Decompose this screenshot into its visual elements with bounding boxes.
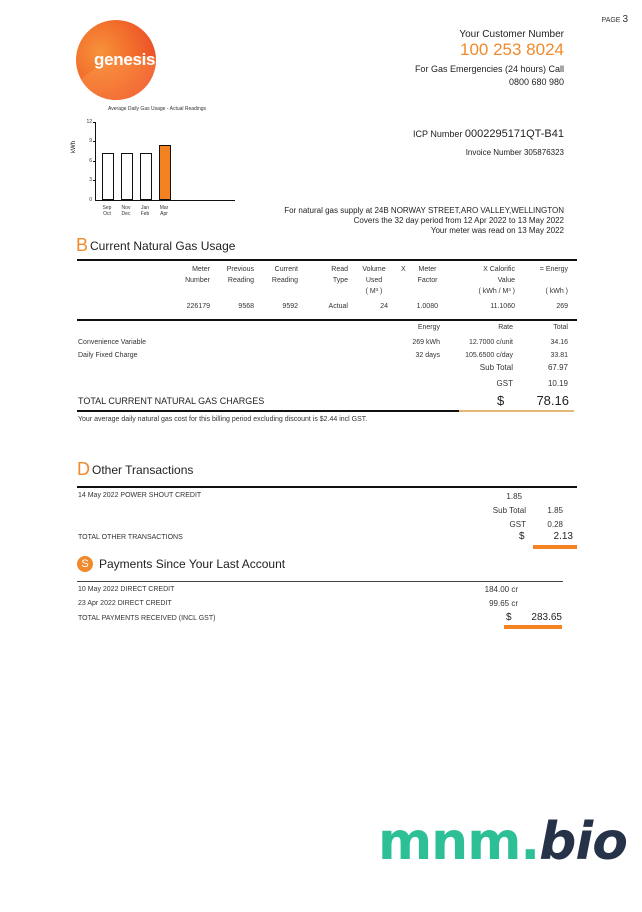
divider — [77, 486, 577, 488]
header-energy: = Energy ( kWh ) — [539, 266, 568, 295]
y-tick: 12 — [86, 119, 92, 125]
watermark-part1: mnm. — [378, 812, 540, 872]
gst-label: GST — [509, 520, 526, 529]
header-meter-factor: Meter Factor — [417, 266, 438, 284]
page-label: PAGE — [601, 17, 621, 24]
section-title: Other Transactions — [92, 462, 194, 477]
gst-value: 10.19 — [547, 379, 568, 388]
volume-used: 24 — [380, 303, 388, 310]
subtotal-value: 1.85 — [547, 506, 563, 515]
usage-chart — [71, 114, 239, 224]
section-title: Current Natural Gas Usage — [90, 238, 236, 253]
header-previous-reading: Previous Reading — [226, 266, 254, 284]
customer-number-label: Your Customer Number — [459, 29, 564, 40]
icp-label: ICP Number — [413, 129, 463, 139]
logo-wordmark: genesis — [94, 50, 156, 69]
transaction-amount: 1.85 — [506, 492, 522, 501]
chart-bar — [159, 145, 171, 200]
current-reading: 9592 — [282, 303, 298, 310]
total-underline — [459, 410, 574, 412]
customer-number: 100 253 8024 — [460, 40, 564, 59]
meter-number: 226179 — [186, 303, 210, 310]
chart-x-label: Sep Oct — [102, 205, 112, 217]
page-number-value: 3 — [622, 14, 628, 25]
total-underline — [504, 625, 562, 629]
subtotal-label: Sub Total — [479, 363, 513, 372]
chart-x-label: Jan Feb — [140, 205, 150, 217]
charges-header-total: Total — [553, 324, 568, 331]
charge-row: Daily Fixed Charge 32 days 105.6500 c/day 33.81 — [78, 352, 568, 359]
section-letter: D — [77, 459, 90, 479]
page-number — [602, 14, 628, 25]
payment-label: 23 Apr 2022 DIRECT CREDIT — [78, 600, 172, 607]
read-type: Actual — [328, 303, 348, 310]
divider — [77, 581, 563, 582]
charges-list — [78, 337, 568, 363]
subtotal-value: 67.97 — [547, 363, 568, 372]
charges-header-energy: Energy — [417, 324, 440, 331]
total-charges-label: TOTAL CURRENT NATURAL GAS CHARGES — [78, 396, 265, 406]
total-charges-amount: 78.16 — [536, 393, 569, 408]
header-x: X — [401, 266, 406, 273]
chart-x-label: Nov Dec — [121, 205, 131, 217]
total-other-label: TOTAL OTHER TRANSACTIONS — [78, 534, 183, 541]
header-calorific-value: X Calorific Value ( kWh / M³ ) — [478, 266, 515, 295]
payments-header — [77, 556, 285, 572]
header-current-reading: Current Reading — [271, 266, 298, 284]
header-meter-number: Meter Number — [185, 266, 210, 284]
section-d-header — [77, 459, 193, 480]
chart-x-label: Mar Apr — [159, 205, 169, 217]
chart-bar — [140, 153, 152, 200]
y-tick: 9 — [89, 138, 92, 144]
emergency-label: For Gas Emergencies (24 hours) Call — [414, 64, 564, 74]
chart-y-label: kWh — [71, 141, 77, 153]
total-payments-amount: 283.65 — [531, 612, 562, 623]
chart-x-axis — [95, 200, 235, 201]
chart-bar — [121, 153, 133, 200]
meter-factor: 1.0080 — [416, 303, 438, 310]
section-b-header — [76, 235, 235, 256]
invoice-number — [466, 148, 564, 157]
chart-bars — [95, 122, 235, 200]
divider — [77, 319, 577, 321]
emergency-phone: 0800 680 980 — [508, 77, 564, 87]
total-other-amount: 2.13 — [553, 531, 573, 542]
header-volume-used: Volume Used ( M³ ) — [362, 266, 386, 295]
divider — [77, 259, 577, 261]
payment-label: 10 May 2022 DIRECT CREDIT — [78, 586, 175, 593]
gst-value: 0.28 — [547, 520, 563, 529]
invoice-label: Invoice Number — [465, 148, 522, 157]
chart-bar — [102, 153, 114, 200]
payment-amount: 184.00 cr — [484, 585, 518, 594]
watermark — [378, 812, 627, 872]
watermark-part2: bio — [539, 812, 627, 872]
y-tick: 3 — [89, 177, 92, 183]
divider — [77, 410, 459, 412]
average-cost-note: Your average daily natural gas cost for this billing period excluding discount is $2.44 incl GST. — [78, 416, 368, 423]
icp-value: 0002295171QT-B41 — [464, 128, 564, 140]
charges-header-rate: Rate — [498, 324, 513, 331]
gst-label: GST — [496, 379, 513, 388]
total-underline — [533, 545, 577, 549]
y-tick: 0 — [89, 197, 92, 203]
header-read-type: Read Type — [331, 266, 348, 284]
transaction-label: 14 May 2022 POWER SHOUT CREDIT — [78, 492, 202, 499]
subtotal-label: Sub Total — [492, 506, 526, 515]
calorific-value: 11.1060 — [490, 303, 515, 310]
payment-amount: 99.65 cr — [489, 599, 518, 608]
total-currency: $ — [519, 531, 525, 542]
meter-read-date: Your meter was read on 13 May 2022 — [430, 226, 564, 235]
dollar-icon: S — [77, 556, 93, 572]
icp-number — [413, 128, 564, 140]
supply-address: For natural gas supply at 24B NORWAY STREET,ARO VALLEY,WELLINGTON — [284, 206, 564, 215]
total-payments-label: TOTAL PAYMENTS RECEIVED (INCL GST) — [78, 615, 216, 622]
energy-kwh: 269 — [556, 303, 568, 310]
section-title: Payments Since Your Last Account — [99, 557, 286, 571]
previous-reading: 9568 — [238, 303, 254, 310]
genesis-logo — [76, 20, 156, 100]
total-currency: $ — [497, 393, 505, 408]
charge-row: Convenience Variable 269 kWh 12.7000 c/unit 34.16 — [78, 339, 568, 346]
chart-title: Average Daily Gas Usage - Actual Readings — [108, 106, 207, 112]
supply-info — [284, 206, 564, 236]
y-tick: 6 — [89, 158, 92, 164]
total-currency: $ — [506, 612, 512, 623]
section-letter: B — [76, 235, 89, 255]
billing-period: Covers the 32 day period from 12 Apr 2022 to 13 May 2022 — [353, 216, 564, 225]
invoice-value: 305876323 — [523, 148, 564, 157]
